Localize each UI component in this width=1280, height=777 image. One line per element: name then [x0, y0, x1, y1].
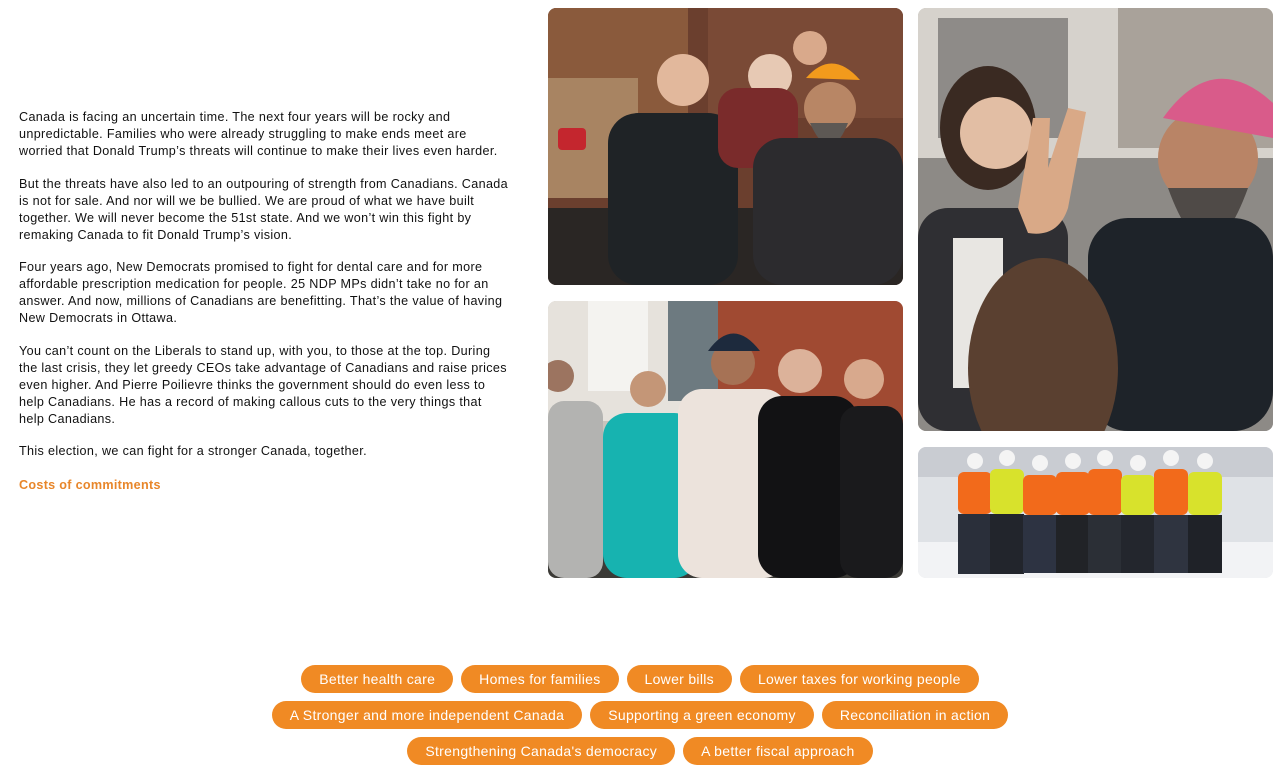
- tag-better-health-care[interactable]: Better health care: [301, 665, 453, 693]
- tag-democracy[interactable]: Strengthening Canada's democracy: [407, 737, 675, 765]
- tag-homes-for-families[interactable]: Homes for families: [461, 665, 618, 693]
- intro-paragraph-2: But the threats have also led to an outpouring of strength from Canadians. Canada is not for sale. And nor will we be bullied. We are proud of what we have built together. We will never become the 51st state. And we won’t win this fight by remaking Canada to fit Donald Trump’s vision.: [19, 176, 509, 242]
- topic-tags: [0, 665, 1280, 773]
- intro-section: [19, 109, 509, 494]
- costs-of-commitments-link[interactable]: Costs of commitments: [19, 477, 161, 492]
- intro-paragraph-5: This election, we can fight for a stronger Canada, together.: [19, 444, 367, 458]
- intro-paragraph-4: You can’t count on the Liberals to stand up, with you, to those at the top. During the last crisis, they let greedy CEOs take advantage of Canadians and raise prices even higher. And Pierre Poilievre thinks the government should do even less to help Canadians. He has a record of making callous cuts to the very things that help Canadians.: [19, 343, 507, 426]
- photo-porch-selfie: [548, 8, 903, 285]
- photo-waving: [918, 8, 1273, 431]
- photo-workers-snow: [918, 447, 1273, 578]
- tag-row-2: [0, 701, 1280, 729]
- tag-lower-bills[interactable]: Lower bills: [627, 665, 732, 693]
- tag-fiscal-approach[interactable]: A better fiscal approach: [683, 737, 873, 765]
- tag-stronger-canada[interactable]: A Stronger and more independent Canada: [272, 701, 582, 729]
- tag-green-economy[interactable]: Supporting a green economy: [590, 701, 814, 729]
- tag-row-3: [0, 737, 1280, 765]
- tag-row-1: [0, 665, 1280, 693]
- tag-lower-taxes[interactable]: Lower taxes for working people: [740, 665, 979, 693]
- intro-paragraph-3: Four years ago, New Democrats promised to fight for dental care and for more affordable prescription medication for people. 25 NDP MPs didn’t take no for an answer. And now, millions of Canadians are benefitting. That’s the value of having New Democrats in Ottawa.: [19, 260, 503, 325]
- intro-paragraph-1: Canada is facing an uncertain time. The next four years will be rocky and unpredictable. Families who were already struggling to make ends meet are worried that Donald Trump’s threats will continue to make their lives even harder.: [19, 110, 498, 158]
- tag-reconciliation[interactable]: Reconciliation in action: [822, 701, 1008, 729]
- photo-group-outdoors: [548, 301, 903, 578]
